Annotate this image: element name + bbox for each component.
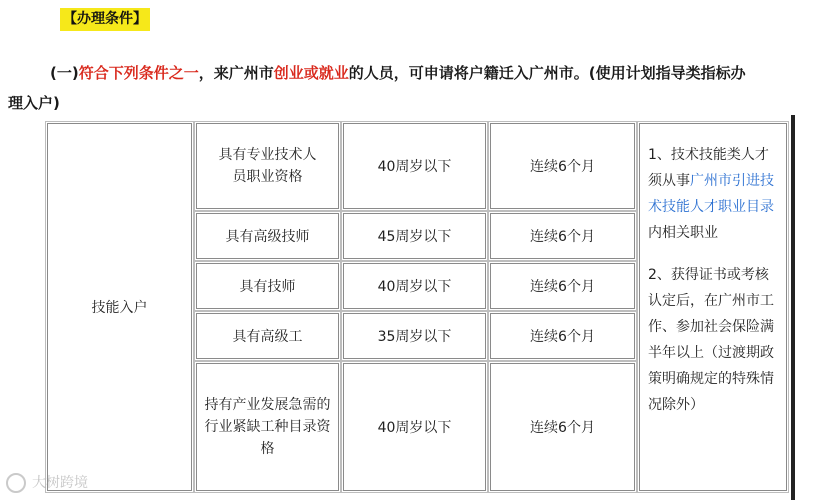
age-text: 35周岁以下 bbox=[377, 329, 452, 345]
duration-cell bbox=[490, 123, 635, 209]
intro-text-1: ，来广州市 bbox=[198, 64, 274, 82]
qualification-text: 具有高级工 bbox=[232, 329, 303, 345]
age-cell bbox=[343, 313, 486, 359]
age-cell bbox=[343, 263, 486, 309]
occupation-catalog-link[interactable]: 广州市引进技术技能人才职业目录 bbox=[648, 173, 774, 215]
intro-text-2: 的人员，可申请将户籍迁入广州市。(使用计划指导类指标办 bbox=[348, 64, 746, 82]
intro-prefix: (一) bbox=[50, 64, 79, 82]
note-1 bbox=[648, 142, 778, 246]
qualification-text: 具有专业技术人员职业资格 bbox=[218, 147, 317, 185]
watermark bbox=[6, 472, 88, 493]
duration-text: 连续6个月 bbox=[530, 159, 595, 175]
age-text: 40周岁以下 bbox=[377, 420, 452, 436]
category-cell bbox=[47, 123, 192, 491]
duration-cell bbox=[490, 363, 635, 491]
duration-text: 连续6个月 bbox=[530, 229, 595, 245]
watermark-logo-icon bbox=[6, 473, 26, 493]
frame-edge bbox=[791, 115, 795, 500]
duration-cell bbox=[490, 313, 635, 359]
note-1-text: 1、技术技能类人才须从事 bbox=[648, 147, 769, 189]
category-label: 技能入户 bbox=[91, 300, 148, 316]
age-text: 40周岁以下 bbox=[377, 279, 452, 295]
duration-cell bbox=[490, 213, 635, 259]
age-cell bbox=[343, 363, 486, 491]
note-2: 2、获得证书或考核认定后，在广州市工作、参加社会保险满半年以上（过渡期政策明确规定的特殊情况除外） bbox=[648, 267, 774, 413]
note-1-suffix: 内相关职业 bbox=[648, 225, 718, 241]
qualification-cell bbox=[196, 363, 339, 491]
qualification-cell bbox=[196, 313, 339, 359]
duration-cell bbox=[490, 263, 635, 309]
intro-paragraph bbox=[0, 58, 805, 118]
qualification-text: 具有技师 bbox=[239, 279, 296, 295]
qualification-cell bbox=[196, 213, 339, 259]
watermark-text: 大树跨境 bbox=[32, 475, 88, 491]
qualification-cell bbox=[196, 123, 339, 209]
notes-cell bbox=[639, 123, 787, 491]
duration-text: 连续6个月 bbox=[530, 420, 595, 436]
section-heading: 【办理条件】 bbox=[60, 8, 150, 31]
age-cell bbox=[343, 123, 486, 209]
duration-text: 连续6个月 bbox=[530, 279, 595, 295]
duration-text: 连续6个月 bbox=[530, 329, 595, 345]
qualification-text: 持有产业发展急需的行业紧缺工种目录资格 bbox=[204, 397, 331, 457]
age-text: 45周岁以下 bbox=[377, 229, 452, 245]
qualification-cell bbox=[196, 263, 339, 309]
age-text: 40周岁以下 bbox=[377, 159, 452, 175]
qualification-text: 具有高级技师 bbox=[225, 229, 310, 245]
age-cell bbox=[343, 213, 486, 259]
intro-line-2: 理入户) bbox=[8, 94, 60, 112]
intro-highlight-employment: 创业或就业 bbox=[273, 64, 349, 82]
intro-highlight-conditions: 符合下列条件之一 bbox=[78, 64, 199, 82]
